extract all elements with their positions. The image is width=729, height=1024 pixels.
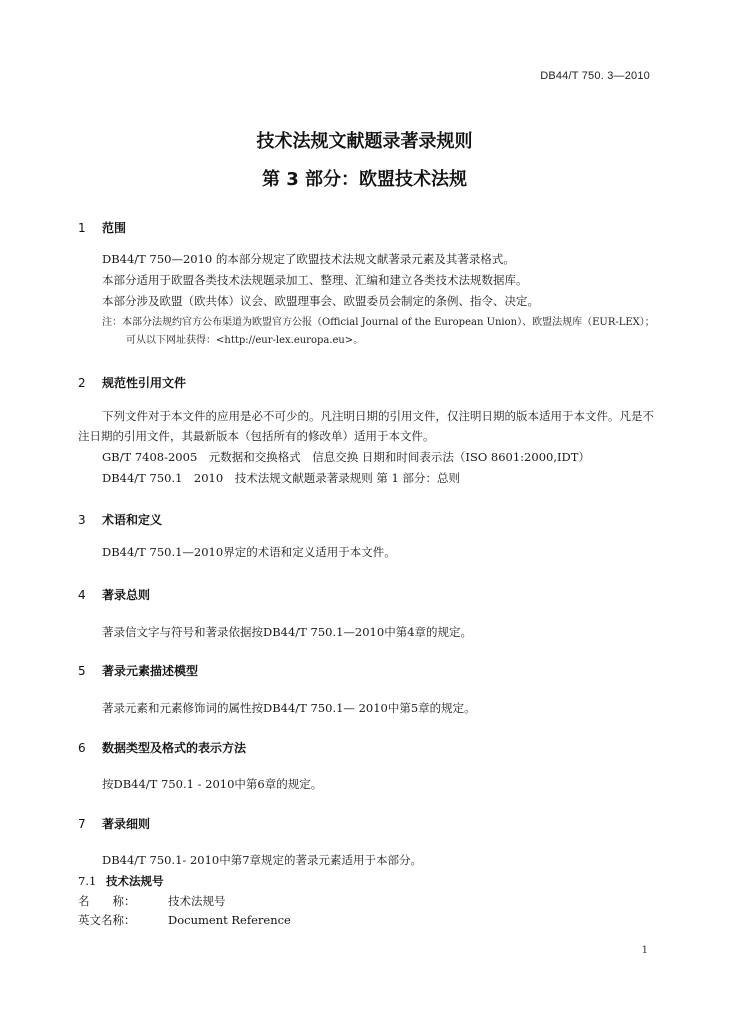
section-number: 5 — [78, 664, 86, 678]
section-1-line-1: DB44/T 750—2010 的本部分规定了欧盟技术法规文献著录元素及其著录格式。 — [102, 252, 515, 266]
document-title: 技术法规文献题录著录规则 — [256, 131, 473, 152]
standard-code: DB44/T 750. 3—2010 — [540, 70, 650, 82]
section-1-note: 注：本部分法规约官方公布渠道为欧盟官方公报（Official Journal of the European Union）、欧盟法规库（EUR-LEX）； — [102, 317, 655, 328]
section-title: 规范性引用文件 — [102, 376, 187, 390]
section-1-heading — [78, 219, 126, 236]
section-number: 1 — [78, 221, 86, 235]
section-4-paragraph: 著录信文字与符号和著录依据按DB44/T 750.1—2010中第4章的规定。 — [102, 625, 473, 639]
section-2-paragraph: 下列文件对于本文件的应用是必不可少的。凡注明日期的引用文件，仅注明日期的版本适用于本文件。凡是不注日期的引用文件，其最新版本（包括所有的修改单）适用于本文件。 — [78, 409, 654, 443]
section-3-heading — [78, 511, 162, 528]
section-1-note-continued: 可从以下网址获得：<http://eur-lex.europa.eu>。 — [126, 335, 364, 346]
section-number: 6 — [78, 741, 86, 755]
field-name-value: 技术法规号 — [168, 894, 226, 908]
section-title: 著录元素描述模型 — [102, 664, 199, 678]
reference-db44-t-750-1: DB44/T 750.1 2010 技术法规文献题录著录规则 第 1 部分：总则 — [102, 471, 460, 485]
section-title: 范围 — [102, 221, 127, 235]
field-english-name-value: Document Reference — [168, 913, 291, 927]
section-7-paragraph: DB44/T 750.1- 2010中第7章规定的著录元素适用于本部分。 — [102, 853, 423, 867]
section-number: 3 — [78, 513, 86, 527]
section-number: 2 — [78, 376, 86, 390]
section-5-paragraph: 著录元素和元素修饰词的属性按DB44/T 750.1— 2010中第5章的规定。 — [102, 701, 476, 715]
section-number: 7 — [78, 817, 86, 831]
section-5-heading — [78, 662, 198, 679]
subsection-7-1-heading — [78, 873, 164, 889]
section-6-heading — [78, 739, 246, 756]
document-subtitle: 第 3 部分：欧盟技术法规 — [261, 169, 468, 190]
section-title: 著录总则 — [102, 588, 151, 602]
reference-gb-t-7408: GB/T 7408-2005 元数据和交换格式 信息交换 日期和时间表示法（ISO 8601:2000,IDT） — [102, 450, 590, 464]
section-title: 术语和定义 — [102, 513, 163, 527]
field-english-name-key: 英文名称： — [78, 913, 136, 927]
section-1-line-3: 本部分涉及欧盟（欧共体）议会、欧盟理事会、欧盟委员会制定的条例、指令、决定。 — [102, 294, 539, 308]
section-2-heading — [78, 374, 186, 391]
subsection-number: 7.1 — [78, 874, 97, 888]
section-7-heading — [78, 815, 150, 832]
section-number: 4 — [78, 588, 86, 602]
section-1-line-2: 本部分适用于欧盟各类技术法规题录加工、整理、汇编和建立各类技术法规数据库。 — [102, 273, 528, 287]
subsection-title: 技术法规号 — [106, 874, 164, 888]
field-name-row — [78, 893, 226, 909]
section-title: 著录细则 — [102, 817, 151, 831]
section-4-heading — [78, 586, 150, 603]
section-6-paragraph: 按DB44/T 750.1 - 2010中第6章的规定。 — [102, 777, 323, 791]
field-english-name-row — [78, 912, 291, 928]
section-title: 数据类型及格式的表示方法 — [102, 741, 247, 755]
section-3-paragraph: DB44/T 750.1—2010界定的术语和定义适用于本文件。 — [102, 545, 396, 559]
page-number: 1 — [641, 945, 648, 956]
field-name-key: 名 称： — [78, 894, 136, 908]
